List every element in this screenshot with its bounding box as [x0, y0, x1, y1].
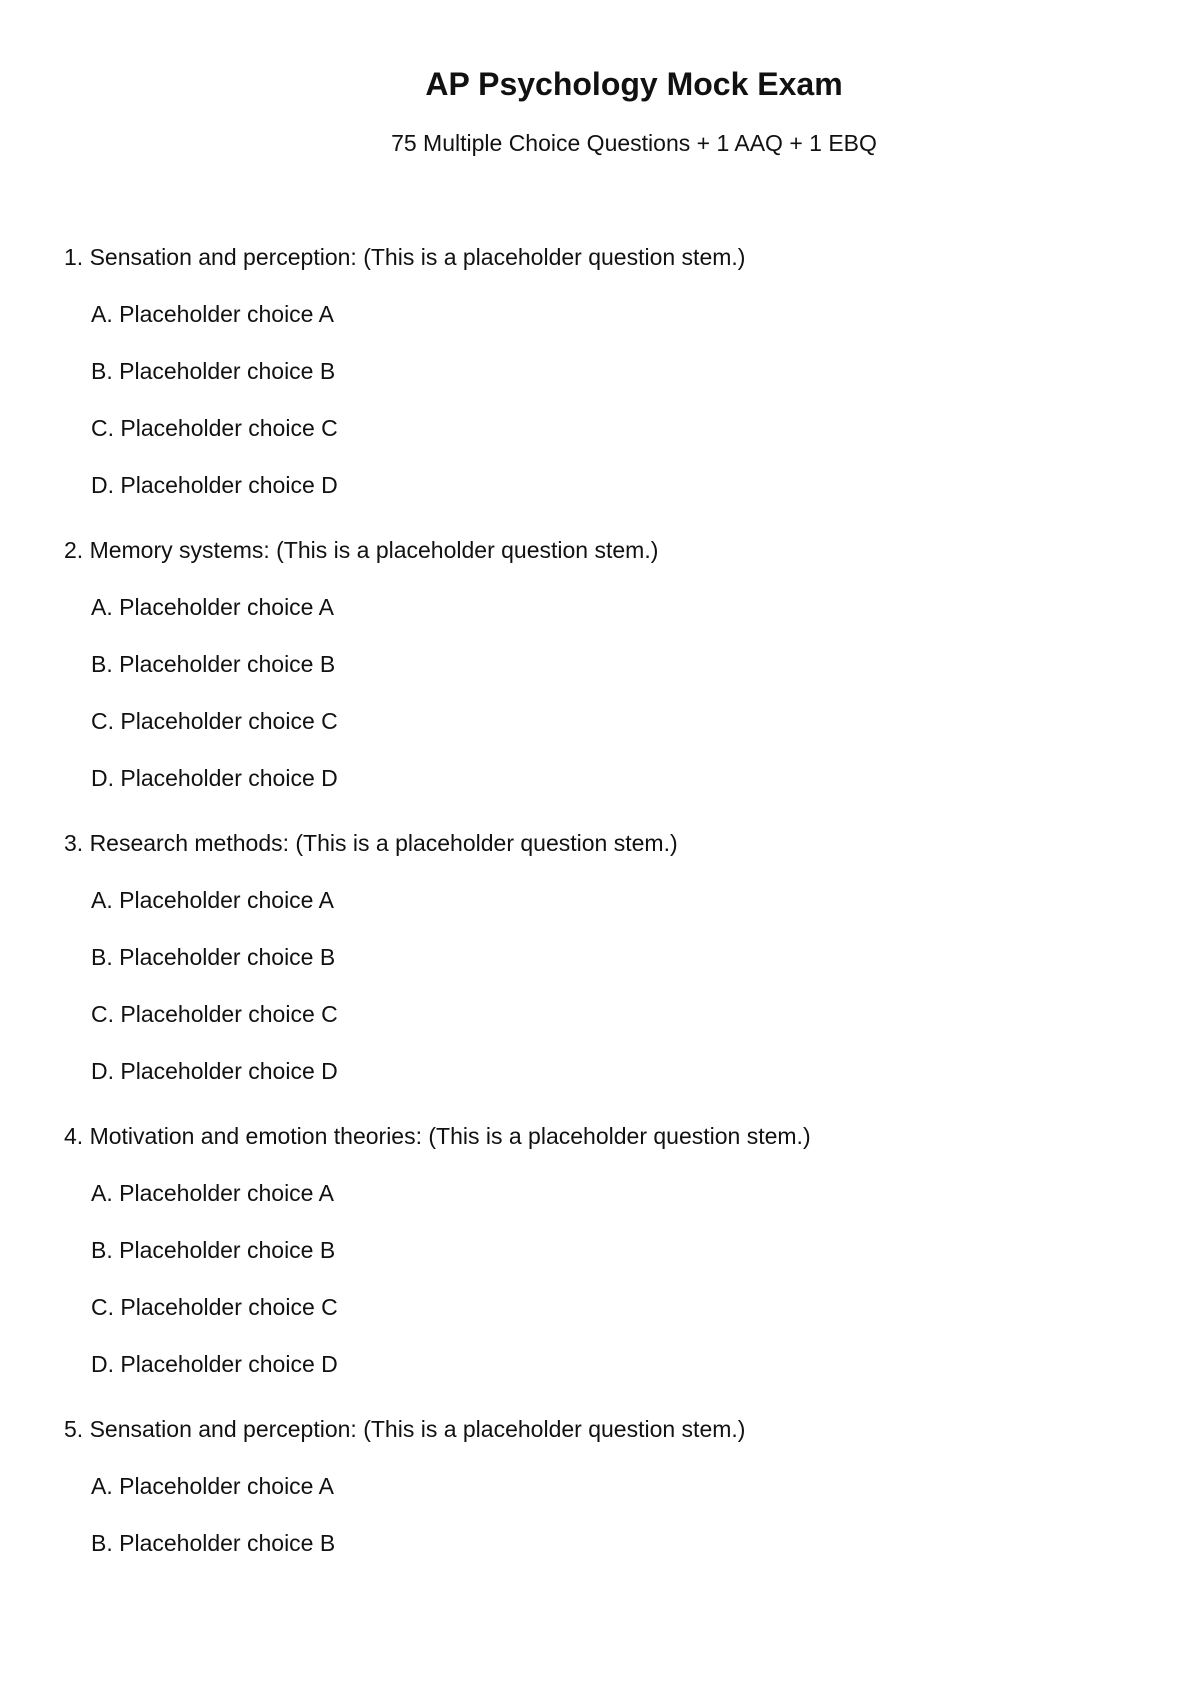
answer-choice-d: D. Placeholder choice D	[91, 1351, 338, 1377]
question-1	[64, 242, 1164, 500]
question-stem: 1. Sensation and perception: (This is a placeholder question stem.)	[64, 244, 746, 270]
answer-choice-d: D. Placeholder choice D	[91, 1058, 338, 1084]
question-stem: 3. Research methods: (This is a placeholder question stem.)	[64, 830, 678, 856]
question-4	[64, 1121, 1164, 1379]
question-stem: 5. Sensation and perception: (This is a placeholder question stem.)	[64, 1416, 746, 1442]
exam-title: AP Psychology Mock Exam	[425, 66, 843, 102]
answer-choice-a: A. Placeholder choice A	[91, 594, 334, 620]
answer-choice-c: C. Placeholder choice C	[91, 1001, 338, 1027]
exam-subtitle: 75 Multiple Choice Questions + 1 AAQ + 1 EBQ	[391, 130, 877, 156]
question-2	[64, 535, 1164, 793]
question-stem: 4. Motivation and emotion theories: (This is a placeholder question stem.)	[64, 1123, 811, 1149]
question-list	[64, 242, 1164, 1593]
question-3	[64, 828, 1164, 1086]
answer-choice-c: C. Placeholder choice C	[91, 1294, 338, 1320]
answer-choice-c: C. Placeholder choice C	[91, 415, 338, 441]
answer-choice-a: A. Placeholder choice A	[91, 1473, 334, 1499]
answer-choice-b: B. Placeholder choice B	[91, 358, 336, 384]
answer-choice-b: B. Placeholder choice B	[91, 1530, 336, 1556]
answer-choice-b: B. Placeholder choice B	[91, 944, 336, 970]
answer-choice-b: B. Placeholder choice B	[91, 1237, 336, 1263]
answer-choice-c: C. Placeholder choice C	[91, 708, 338, 734]
answer-choice-b: B. Placeholder choice B	[91, 651, 336, 677]
answer-choice-d: D. Placeholder choice D	[91, 765, 338, 791]
answer-choice-d: D. Placeholder choice D	[91, 472, 338, 498]
answer-choice-a: A. Placeholder choice A	[91, 301, 334, 327]
question-5	[64, 1414, 1164, 1558]
answer-choice-a: A. Placeholder choice A	[91, 887, 334, 913]
question-stem: 2. Memory systems: (This is a placeholder question stem.)	[64, 537, 659, 563]
answer-choice-a: A. Placeholder choice A	[91, 1180, 334, 1206]
